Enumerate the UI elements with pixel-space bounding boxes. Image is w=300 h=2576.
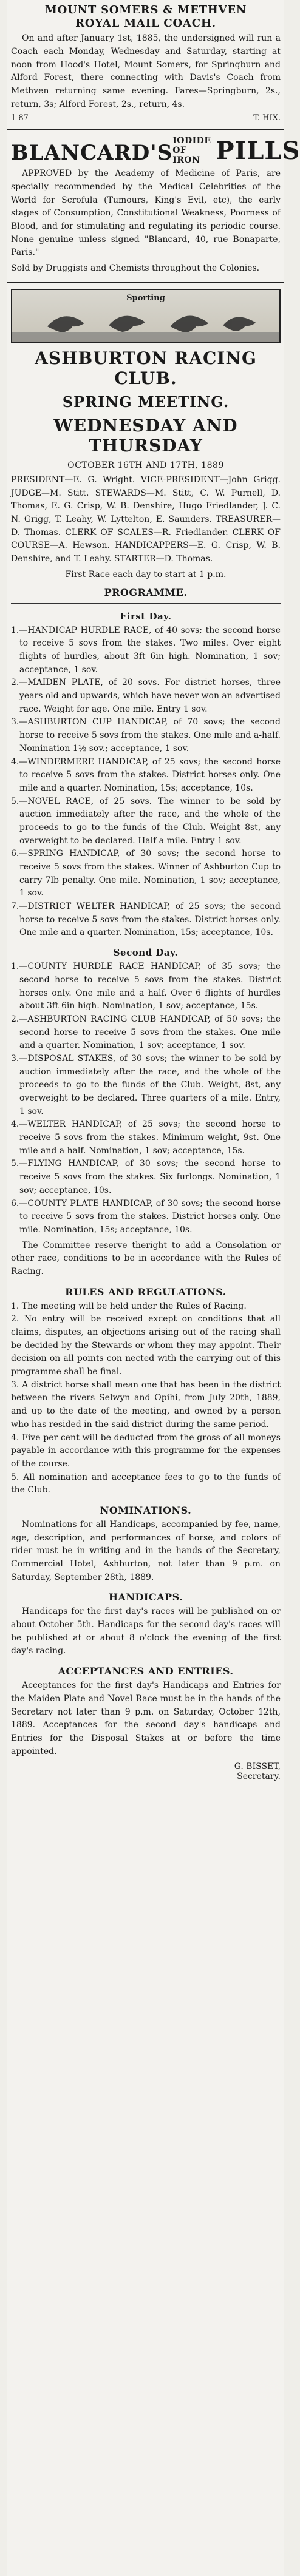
newspaper-page [7,0,300,2576]
divider [7,282,284,283]
programme-heading: PROGRAMME. [104,586,188,598]
first-day-item-4: 4.—WINDERMERE HANDICAP, of 25 sovs; the second horse to receive 5 sovs from the stakes. District horses only. One mile and a quarter. Nomination, 15s; acceptance, 10s. [11,757,281,793]
royal-mail-meta-right: T. HIX. [253,113,281,123]
first-day-list [11,624,281,940]
racing-date: OCTOBER 16TH AND 17TH, 1889 [67,460,224,470]
second-day-item-3: 3.—DISPOSAL STAKES, of 30 sovs; the winner to be sold by auction immediately after the race, and the whole of the proceeds to go to the funds of the Club. Weight, 8st, any overweight to be declared. Three quarters of a mile. Entry, 1 sov. [11,1053,281,1116]
sporting-banner [11,289,281,343]
first-day-item-2: 2.—MAIDEN PLATE, of 20 sovs. For district horses, three years old and upwards, which have never won an advertised race. Weight for age. One mile. Entry 1 sov. [11,678,281,714]
royal-mail-title-2: ROYAL MAIL COACH. [75,16,216,30]
first-day-item-3: 3.—ASHBURTON CUP HANDICAP, of 70 sovs; the second horse to receive 5 sovs from the stakes. One mile and a-half. Nomination 1½ sov.; acceptance, 1 sov. [11,717,281,754]
blancard-brand-small: IODIDE OF IRON [172,136,211,166]
acceptances-body: Acceptances for the first day's Handicaps and Entries for the Maiden Plate and Novel Race must be in the hands of the Secretary not later than 9 p.m. on Saturday, October 12th, 1889. Acceptances for the second day's handicaps and Entries for the Disposal Stakes at or before the time appointed. [11,1681,281,1756]
rule-3: 3. A district horse shall mean one that has been in the district between the rivers Selwyn and Opihi, from July 20th, 1889, and up to the date of the meeting, and owned by a person who has resided in the said district during the same period. [11,1380,281,1429]
blancard-footer: Sold by Druggists and Chemists throughout the Colonies. [11,263,260,274]
first-day-item-1: 1.—HANDICAP HURDLE RACE, of 40 sovs; the second horse to receive 5 sovs from the stakes. Two miles. Over eight flights of hurdles, about 3ft 6in high. Nomination, 1 sov; acceptance, 1 sov. [11,625,281,675]
racing-title: ASHBURTON RACING CLUB. [35,348,257,388]
blancard-brand: BLANCARD'S [11,141,173,166]
first-day-item-7: 7.—DISTRICT WELTER HANDICAP, of 25 sovs; the second horse to receive 5 sovs from the stakes. District horses only. One mile and a quarter. Nomination, 15s; acceptance, 10s. [11,902,281,938]
signature-title: Secretary. [237,1772,281,1782]
racing-meeting: SPRING MEETING. [62,393,230,411]
second-day-item-2: 2.—ASHBURTON RACING CLUB HANDICAP, of 50 sovs; the second horse to receive 5 sovs from the stakes. One mile and a quarter. Nomination, 1 sov; acceptance, 1 sov. [11,1014,281,1051]
first-day-item-5: 5.—NOVEL RACE, of 25 sovs. The winner to be sold by auction immediately after the race, and the whole of the proceeds to go to the funds of the Club. Weight 8st, any overweight to be declared. Half a mile. Entry 1 sov. [11,796,281,846]
handicaps-body: Handicaps for the first day's races will be published on or about October 5th. Handicaps for the second day's races will be published at or about 8 o'clock the evening of the first day's racing. [11,1607,281,1656]
racing-advert [7,348,284,1781]
racing-officers: PRESIDENT—E. G. Wright. VICE-PRESIDENT—John Grigg. JUDGE—M. Stitt. STEWARDS—M. Stitt, C. W. Purnell, D. Thomas, E. G. Crisp, W. B. Denshire, Hugo Friedlander, J. C. N. Grigg, T. Leahy, W. Lyttelton, E. Saunders. TREASURER—D. Thomas. CLERK OF SCALES—R. Friedlander. CLERK OF COURSE—A. Hewson. HANDICAPPERS—E. G. Crisp, W. B. Denshire, and T. Leahy. STARTER—D. Thomas. [11,474,281,564]
second-day-item-6: 6.—COUNTY PLATE HANDICAP, of 30 sovs; the second horse to receive 5 sovs from the stakes. District horses only. One mile. Nomination, 15s; acceptance, 10s. [11,1198,281,1235]
first-day-item-6: 6.—SPRING HANDICAP, of 30 sovs; the second horse to receive 5 sovs from the stakes. Winner of Ashburton Cup to carry 7lb penalty. One mile. Nomination, 1 sov; acceptance, 1 sov. [11,849,281,899]
second-day-item-4: 4.—WELTER HANDICAP, of 25 sovs; the second horse to receive 5 sovs from the stakes. Minimum weight, 9st. One mile and a half. Nomination, 1 sov; acceptance, 15s. [11,1119,281,1156]
blancard-right [172,136,300,165]
first-race-notice: First Race each day to start at 1 p.m. [65,569,227,579]
sporting-illustration [7,289,284,343]
blancard-product: PILLS [216,137,300,166]
second-day-list [11,960,281,1236]
divider [7,129,284,130]
royal-mail-meta-left: 1 87 [11,113,29,123]
first-day-heading: First Day. [120,610,172,622]
rule-5: 5. All nomination and acceptance fees to go to the funds of the Club. [11,1472,281,1495]
acceptances-heading: ACCEPTANCES AND ENTRIES. [58,1665,234,1677]
rules-list [11,1300,281,1497]
royal-mail-body: On and after January 1st, 1885, the undersigned will run a Coach each Monday, Wednesday and Saturday, starting at noon from Hood's Hotel, Mount Somers, for Springburn and Alford Forest, there connecting with Davis's Coach from Methven returning same evening. Fares—Springburn, 2s., return, 3s; Alford Forest, 2s., return, 4s. [11,33,281,109]
sporting-label: Sporting [126,293,165,303]
divider [11,603,281,604]
blancard-body: APPROVED by the Academy of Medicine of Paris, are specially recommended by the Medical Celebrities of the World for Scrofula (Tumours, King's Evil, etc), the early stages of Consumption, Constitutional Weakness, Poorness of Blood, and for stimulating and regulating its periodic course. None genuine unless signed "Blancard, 40, rue Bonaparte, Paris." [11,169,281,258]
nominations-heading: NOMINATIONS. [100,1504,192,1516]
nominations-body: Nominations for all Handicaps, accompanied by fee, name, age, description, and performances of horse, and colors of rider must be in writing and in the hands of the Secretary, Commercial Hotel, Ashburton, not later than 9 p.m. on Saturday, September 28th, 1889. [11,1519,281,1582]
handicaps-heading: HANDICAPS. [108,1591,183,1603]
blancard-advert [7,136,300,275]
rule-2: 2. No entry will be received except on conditions that all claims, disputes, an objections arising out of the racing shall be decided by the Stewards or whom they may appoint. Their decision on all points con nected with the carrying out of this programme shall be final. [11,1314,281,1377]
rule-1: 1. The meeting will be held under the Rules of Racing. [11,1301,247,1311]
royal-mail-meta [11,113,281,123]
committee-note: The Committee reserve theright to add a Consolation or other race, conditions to be in accordance with the Rules of Racing. [11,1240,281,1276]
racing-days: WEDNESDAY AND THURSDAY [53,415,238,456]
second-day-item-1: 1.—COUNTY HURDLE RACE HANDICAP, of 35 sovs; the second horse to receive 5 sovs from the stakes. District horses only. One mile and a half. Over 6 flights of hurdles about 3ft 6in high. Nomination, 1 sov; acceptance, 15s. [11,962,281,1011]
second-day-item-5: 5.—FLYING HANDICAP, of 30 sovs; the second horse to receive 5 sovs from the stakes. Six furlongs. Nomination, 1 sov; acceptance, 10s. [11,1159,281,1195]
signature-name: G. BISSET, [234,1762,281,1772]
rules-heading: RULES AND REGULATIONS. [65,1286,227,1298]
royal-mail-advert [7,0,284,123]
rule-4: 4. Five per cent will be deducted from the gross of all moneys payable in accordance with this programme for the expenses of the course. [11,1432,281,1469]
second-day-heading: Second Day. [113,947,179,959]
royal-mail-title-1: MOUNT SOMERS & METHVEN [44,4,247,16]
blancard-title [11,136,300,166]
